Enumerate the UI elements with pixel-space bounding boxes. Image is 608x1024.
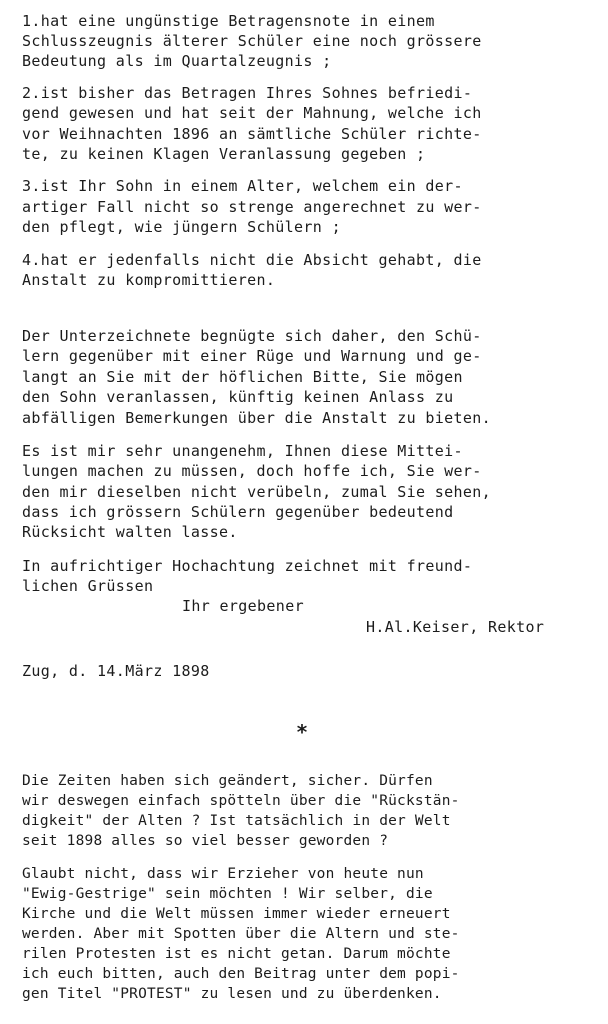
commentary-line: digkeit" der Alten ? Ist tatsächlich in der Welt	[22, 813, 451, 829]
letter-line: 3.ist Ihr Sohn in einem Alter, welchem ein der-	[22, 177, 463, 195]
letter-line: lern gegenüber mit einer Rüge und Warnung und ge-	[22, 347, 482, 365]
letter-line: den pflegt, wie jüngern Schülern ;	[22, 218, 341, 236]
letter-line: 4.hat er jedenfalls nicht die Absicht gehabt, die	[22, 251, 482, 269]
letter-line: Der Unterzeichnete begnügte sich daher, den Schü-	[22, 327, 482, 345]
letter-line: lungen machen zu müssen, doch hoffe ich, Sie wer-	[22, 462, 482, 480]
letter-line: vor Weihnachten 1896 an sämtliche Schüler richte-	[22, 125, 482, 143]
letter-date: Zug, d. 14.März 1898	[22, 662, 210, 680]
letter-line: te, zu keinen Klagen Veranlassung gegeben ;	[22, 145, 426, 163]
letter-signoff: Ihr ergebener	[182, 597, 304, 615]
commentary-line: "Ewig-Gestrige" sein möchten ! Wir selber, die	[22, 886, 433, 902]
letter-line: Anstalt zu kompromittieren.	[22, 271, 276, 289]
section-separator: *	[296, 720, 309, 744]
commentary-line: rilen Protesten ist es nicht getan. Darum möchte	[22, 946, 451, 962]
commentary-line: Kirche und die Welt müssen immer wieder erneuert	[22, 906, 451, 922]
letter-line: artiger Fall nicht so strenge angerechnet zu wer-	[22, 198, 482, 216]
letter-line: lichen Grüssen	[22, 577, 154, 595]
letter-line: Es ist mir sehr unangenehm, Ihnen diese Mittei-	[22, 442, 463, 460]
letter-line: langt an Sie mit der höflichen Bitte, Sie mögen	[22, 368, 463, 386]
commentary-line: gen Titel "PROTEST" zu lesen und zu überdenken.	[22, 986, 442, 1002]
letter-line: gend gewesen und hat seit der Mahnung, welche ich	[22, 104, 482, 122]
commentary-line: wir deswegen einfach spötteln über die "Rückstän-	[22, 793, 460, 809]
commentary-line: Glaubt nicht, dass wir Erzieher von heute nun	[22, 866, 424, 882]
letter-line: Schlusszeugnis älterer Schüler eine noch grössere	[22, 32, 482, 50]
letter-line: den mir dieselben nicht verübeln, zumal Sie sehen,	[22, 483, 492, 501]
letter-line: Rücksicht walten lasse.	[22, 523, 238, 541]
letter-line: abfälligen Bemerkungen über die Anstalt zu bieten.	[22, 409, 492, 427]
commentary-line: seit 1898 alles so viel besser geworden ?	[22, 833, 389, 849]
letter-line: Bedeutung als im Quartalzeugnis ;	[22, 52, 332, 70]
commentary-line: Die Zeiten haben sich geändert, sicher. Dürfen	[22, 773, 433, 789]
letter-line: 2.ist bisher das Betragen Ihres Sohnes befriedi-	[22, 84, 473, 102]
commentary-line: ich euch bitten, auch den Beitrag unter dem popi-	[22, 966, 460, 982]
letter-line: 1.hat eine ungünstige Betragensnote in einem	[22, 12, 435, 30]
letter-line: In aufrichtiger Hochachtung zeichnet mit freund-	[22, 557, 473, 575]
letter-signature: H.Al.Keiser, Rektor	[366, 618, 545, 636]
commentary-line: werden. Aber mit Spotten über die Altern und ste-	[22, 926, 460, 942]
letter-line: den Sohn veranlassen, künftig keinen Anlass zu	[22, 388, 454, 406]
letter-line: dass ich grössern Schülern gegenüber bedeutend	[22, 503, 454, 521]
